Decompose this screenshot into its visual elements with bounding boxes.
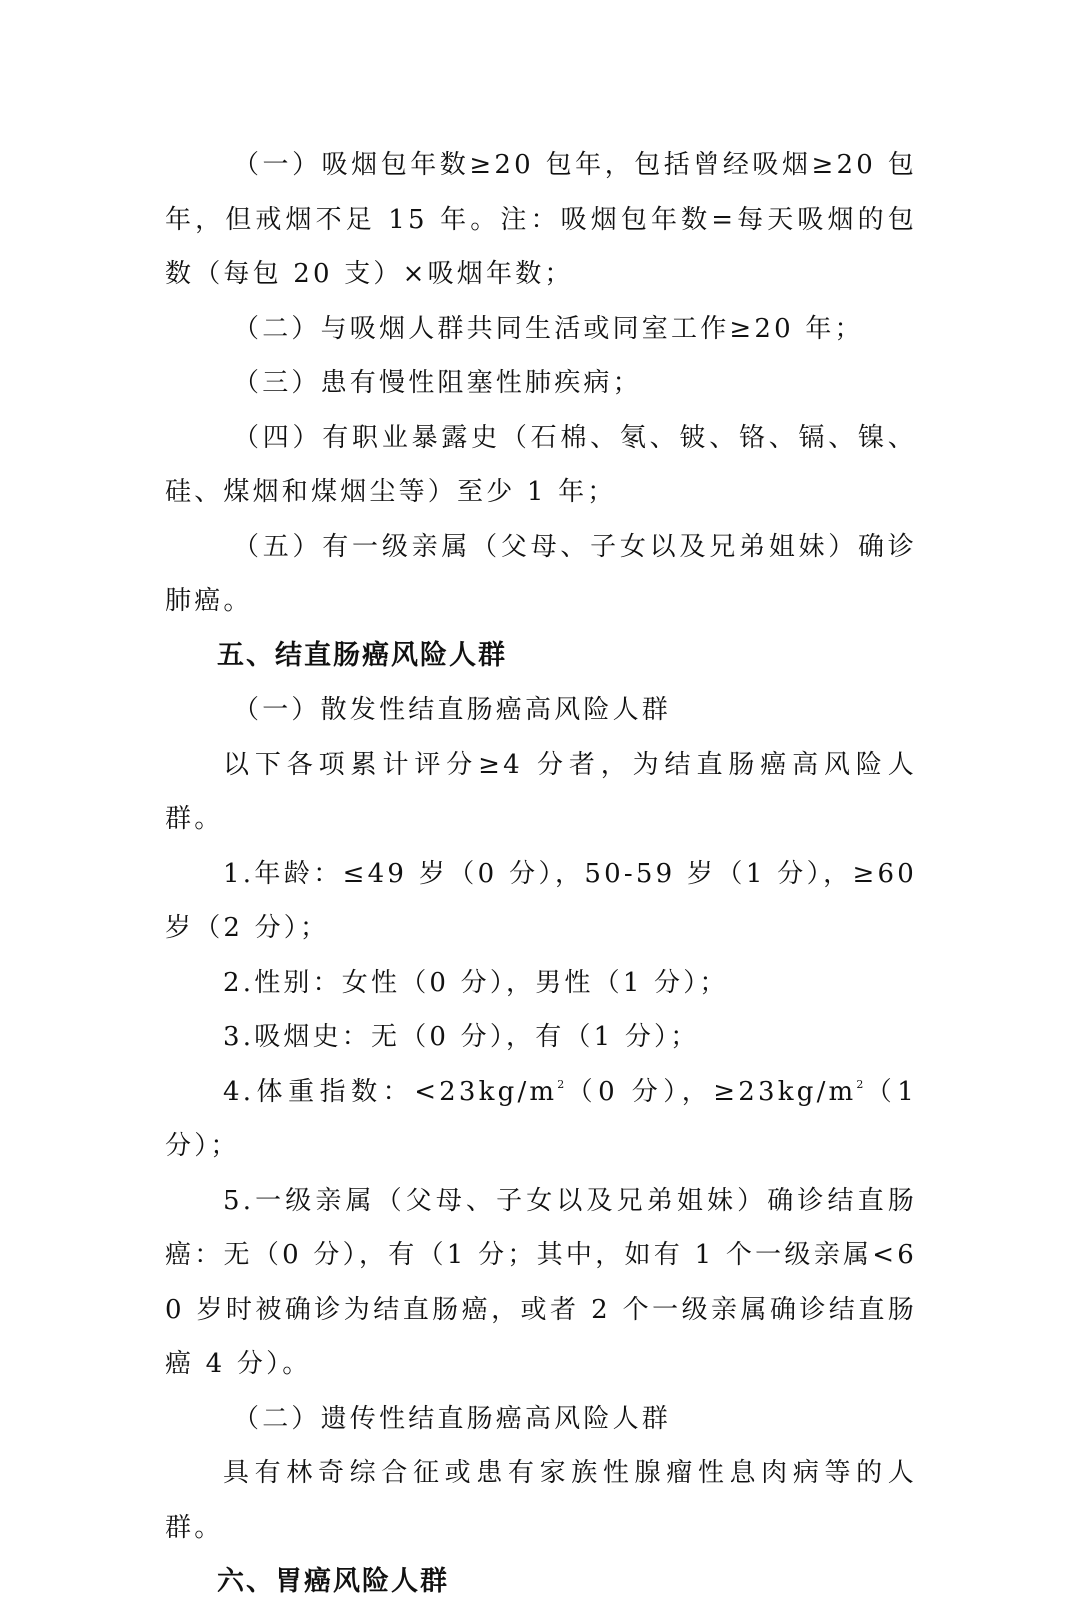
document-body: [165, 138, 917, 1610]
lung-criterion-4: （四）有职业暴露史（石棉、氡、铍、铬、镉、镍、硅、煤烟和煤烟尘等）至少 1 年；: [165, 422, 917, 507]
hereditary-text: 具有林奇综合征或患有家族性腺瘤性息肉病等的人群。: [165, 1458, 917, 1543]
bmi-part-3: （1 分）；: [165, 1076, 917, 1161]
sporadic-subheading: （一）散发性结直肠癌高风险人群: [233, 695, 672, 725]
lung-criterion-2: （二）与吸烟人群共同生活或同室工作≥20 年；: [233, 313, 864, 344]
bmi-part-1: 4.体重指数：<23kg/m: [223, 1076, 558, 1107]
score-item-age: 1.年龄：≤49 岁（0 分），50-59 岁（1 分），≥60 岁（2 分）；: [165, 858, 917, 943]
lung-criterion-3: （三）患有慢性阻塞性肺疾病；: [233, 368, 642, 398]
lung-criterion-5: （五）有一级亲属（父母、子女以及兄弟姐妹）确诊肺癌。: [165, 531, 917, 616]
section-5-heading: 五、结直肠癌风险人群: [217, 639, 507, 671]
score-item-smoking: 3.吸烟史：无（0 分），有（1 分）；: [223, 1022, 700, 1052]
hereditary-subheading: （二）遗传性结直肠癌高风险人群: [233, 1403, 672, 1434]
lung-criterion-1: （一）吸烟包年数≥20 包年，包括曾经吸烟≥20 包年，但戒烟不足 15 年。注：吸烟包年数=每天吸烟的包数（每包 20 支）×吸烟年数；: [165, 150, 917, 289]
score-item-sex: 2.性别：女性（0 分），男性（1 分）；: [223, 967, 729, 998]
score-item-family: 5.一级亲属（父母、子女以及兄弟姐妹）确诊结直肠癌：无（0 分），有（1 分；其中，如有 1 个一级亲属<60 岁时被确诊为结直肠癌，或者 2 个一级亲属确诊结直肠癌 4 分）。: [165, 1185, 917, 1379]
section-6-heading: 六、胃癌风险人群: [217, 1566, 449, 1597]
bmi-superscript-2: 2: [856, 1077, 864, 1091]
sporadic-intro: 以下各项累计评分≥4 分者，为结直肠癌高风险人群。: [165, 749, 917, 834]
bmi-superscript-1: 2: [557, 1077, 565, 1091]
bmi-part-2: （0 分），≥23kg/m: [564, 1076, 857, 1107]
score-item-bmi: [165, 1065, 917, 1174]
